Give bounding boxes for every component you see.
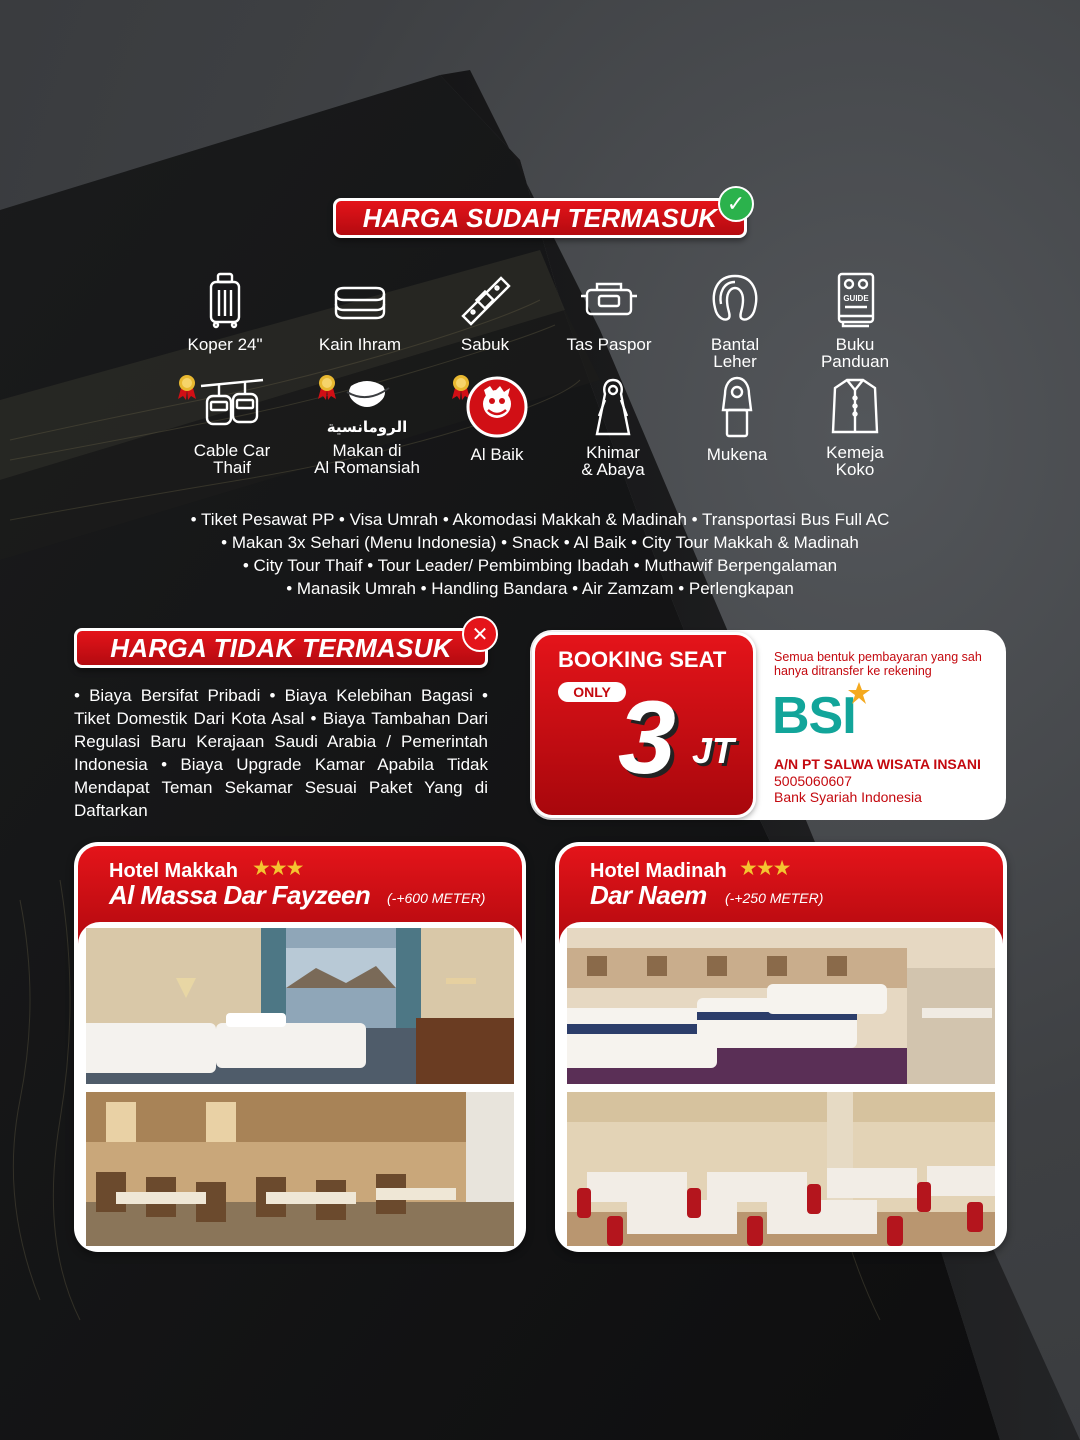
hotel-name: Dar Naem xyxy=(590,880,707,910)
item-label: Bantal Leher xyxy=(710,335,760,371)
excluded-header xyxy=(74,628,488,668)
folded-cloth-icon xyxy=(330,270,390,330)
hotel-distance: (-+250 METER) xyxy=(725,890,824,906)
hotel-card-madinah xyxy=(555,842,1007,1252)
booking-unit: JT xyxy=(692,730,735,771)
star-icon xyxy=(848,682,870,704)
abaya-icon xyxy=(583,376,643,438)
mukena-icon xyxy=(707,376,767,438)
item-mukena xyxy=(672,376,802,463)
hotel-restaurant-photo xyxy=(86,1092,514,1246)
item-label: Tas Paspor xyxy=(566,335,652,354)
photo-frame xyxy=(559,922,1003,1248)
passport-bag-icon xyxy=(579,270,639,330)
item-label: Cable Car Thaif xyxy=(193,441,271,477)
hotel-stars: ★★★ xyxy=(252,856,303,880)
bank-name: Bank Syariah Indonesia xyxy=(774,789,922,805)
item-bantal-leher xyxy=(670,270,800,370)
item-label: Mukena xyxy=(706,445,768,464)
item-label: Kain Ihram xyxy=(318,335,402,354)
hotel-distance: (-+600 METER) xyxy=(387,890,486,906)
check-icon: ✓ xyxy=(718,186,754,222)
hotel-label: Hotel Madinah xyxy=(590,860,727,882)
booking-title: BOOKING SEAT xyxy=(558,647,727,672)
photo-frame xyxy=(78,922,522,1248)
belt-icon xyxy=(455,270,515,330)
account-name: A/N PT SALWA WISATA INSANI xyxy=(774,756,981,772)
only-badge: ONLY xyxy=(558,682,626,702)
exclusion-text: • Biaya Bersifat Pribadi • Biaya Kelebihan Bagasi • Tiket Domestik Dari Kota Asal • Biaya Tambahan Dari Regulasi Baru Kerajaan Saudi Arabia / Pemerintah Indonesia • Biaya Upgrade Kamar Apabila Tidak Mendapat Teman Sekamar Sesuai Paket Yang di Daftarkan xyxy=(74,686,488,820)
payment-note: Semua bentuk pembayaran yang sah hanya ditransfer ke rekening xyxy=(774,650,982,678)
item-label: Al Baik xyxy=(470,445,524,464)
item-label: Sabuk xyxy=(460,335,510,354)
item-label: Makan di Al Romansiah xyxy=(314,441,420,477)
hotel-name: Al Massa Dar Fayzeen xyxy=(109,880,371,910)
cable-car-icon xyxy=(197,376,267,436)
hotel-room-photo xyxy=(567,928,995,1084)
item-koper xyxy=(160,270,290,353)
hotel-stars: ★★★ xyxy=(739,856,790,880)
item-al-baik xyxy=(432,376,562,463)
item-cable-car xyxy=(167,376,297,476)
inclusion-list: • Tiket Pesawat PP • Visa Umrah • Akomodasi Makkah & Madinah • Transportasi Bus Full AC • Makan 3x Sehari (Menu Indonesia) • Snack • Al Baik • City Tour Makkah & Madinah • City Tour Thaif • Tour Leader/ Pembimbing Ibadah • Muthawif Berpengalaman • Manasik Umrah • Handling Bandara • Air Zamzam • Perlengkapan xyxy=(190,510,890,598)
hotel-room-photo xyxy=(86,928,514,1084)
item-label: Khimar & Abaya xyxy=(581,443,645,479)
item-buku-panduan xyxy=(790,270,920,370)
al-baik-logo-icon xyxy=(466,376,528,438)
bsi-logo: BSI xyxy=(772,687,856,745)
account-number: 5005060607 xyxy=(774,772,852,789)
excluded-title: HARGA TIDAK TERMASUK xyxy=(110,632,452,663)
neck-pillow-icon xyxy=(705,270,765,330)
suitcase-icon xyxy=(195,270,255,330)
svg-text:الرومانسية: الرومانسية xyxy=(326,418,408,436)
bank-info xyxy=(774,756,1004,806)
included-header xyxy=(333,198,747,238)
item-kemeja-koko xyxy=(790,376,920,478)
cross-icon: ✕ xyxy=(462,616,498,652)
svg-text:GUIDE: GUIDE xyxy=(843,294,869,303)
hotel-restaurant-photo xyxy=(567,1092,995,1246)
item-label: Kemeja Koko xyxy=(826,443,884,479)
item-label: Buku Panduan xyxy=(820,335,890,371)
item-kain-ihram xyxy=(295,270,425,353)
included-title: HARGA SUDAH TERMASUK xyxy=(362,202,718,233)
guide-book-icon xyxy=(825,270,885,330)
item-label: Koper 24" xyxy=(187,335,263,354)
booking-amount: 3 xyxy=(618,680,676,796)
item-khimar-abaya xyxy=(548,376,678,478)
al-romansiah-logo-icon xyxy=(317,374,417,436)
item-sabuk xyxy=(420,270,550,353)
hotel-card-makkah xyxy=(74,842,526,1252)
koko-shirt-icon xyxy=(825,376,885,438)
item-al-romansiah xyxy=(302,374,432,476)
item-tas-paspor xyxy=(544,270,674,353)
hotel-label: Hotel Makkah xyxy=(109,860,238,882)
